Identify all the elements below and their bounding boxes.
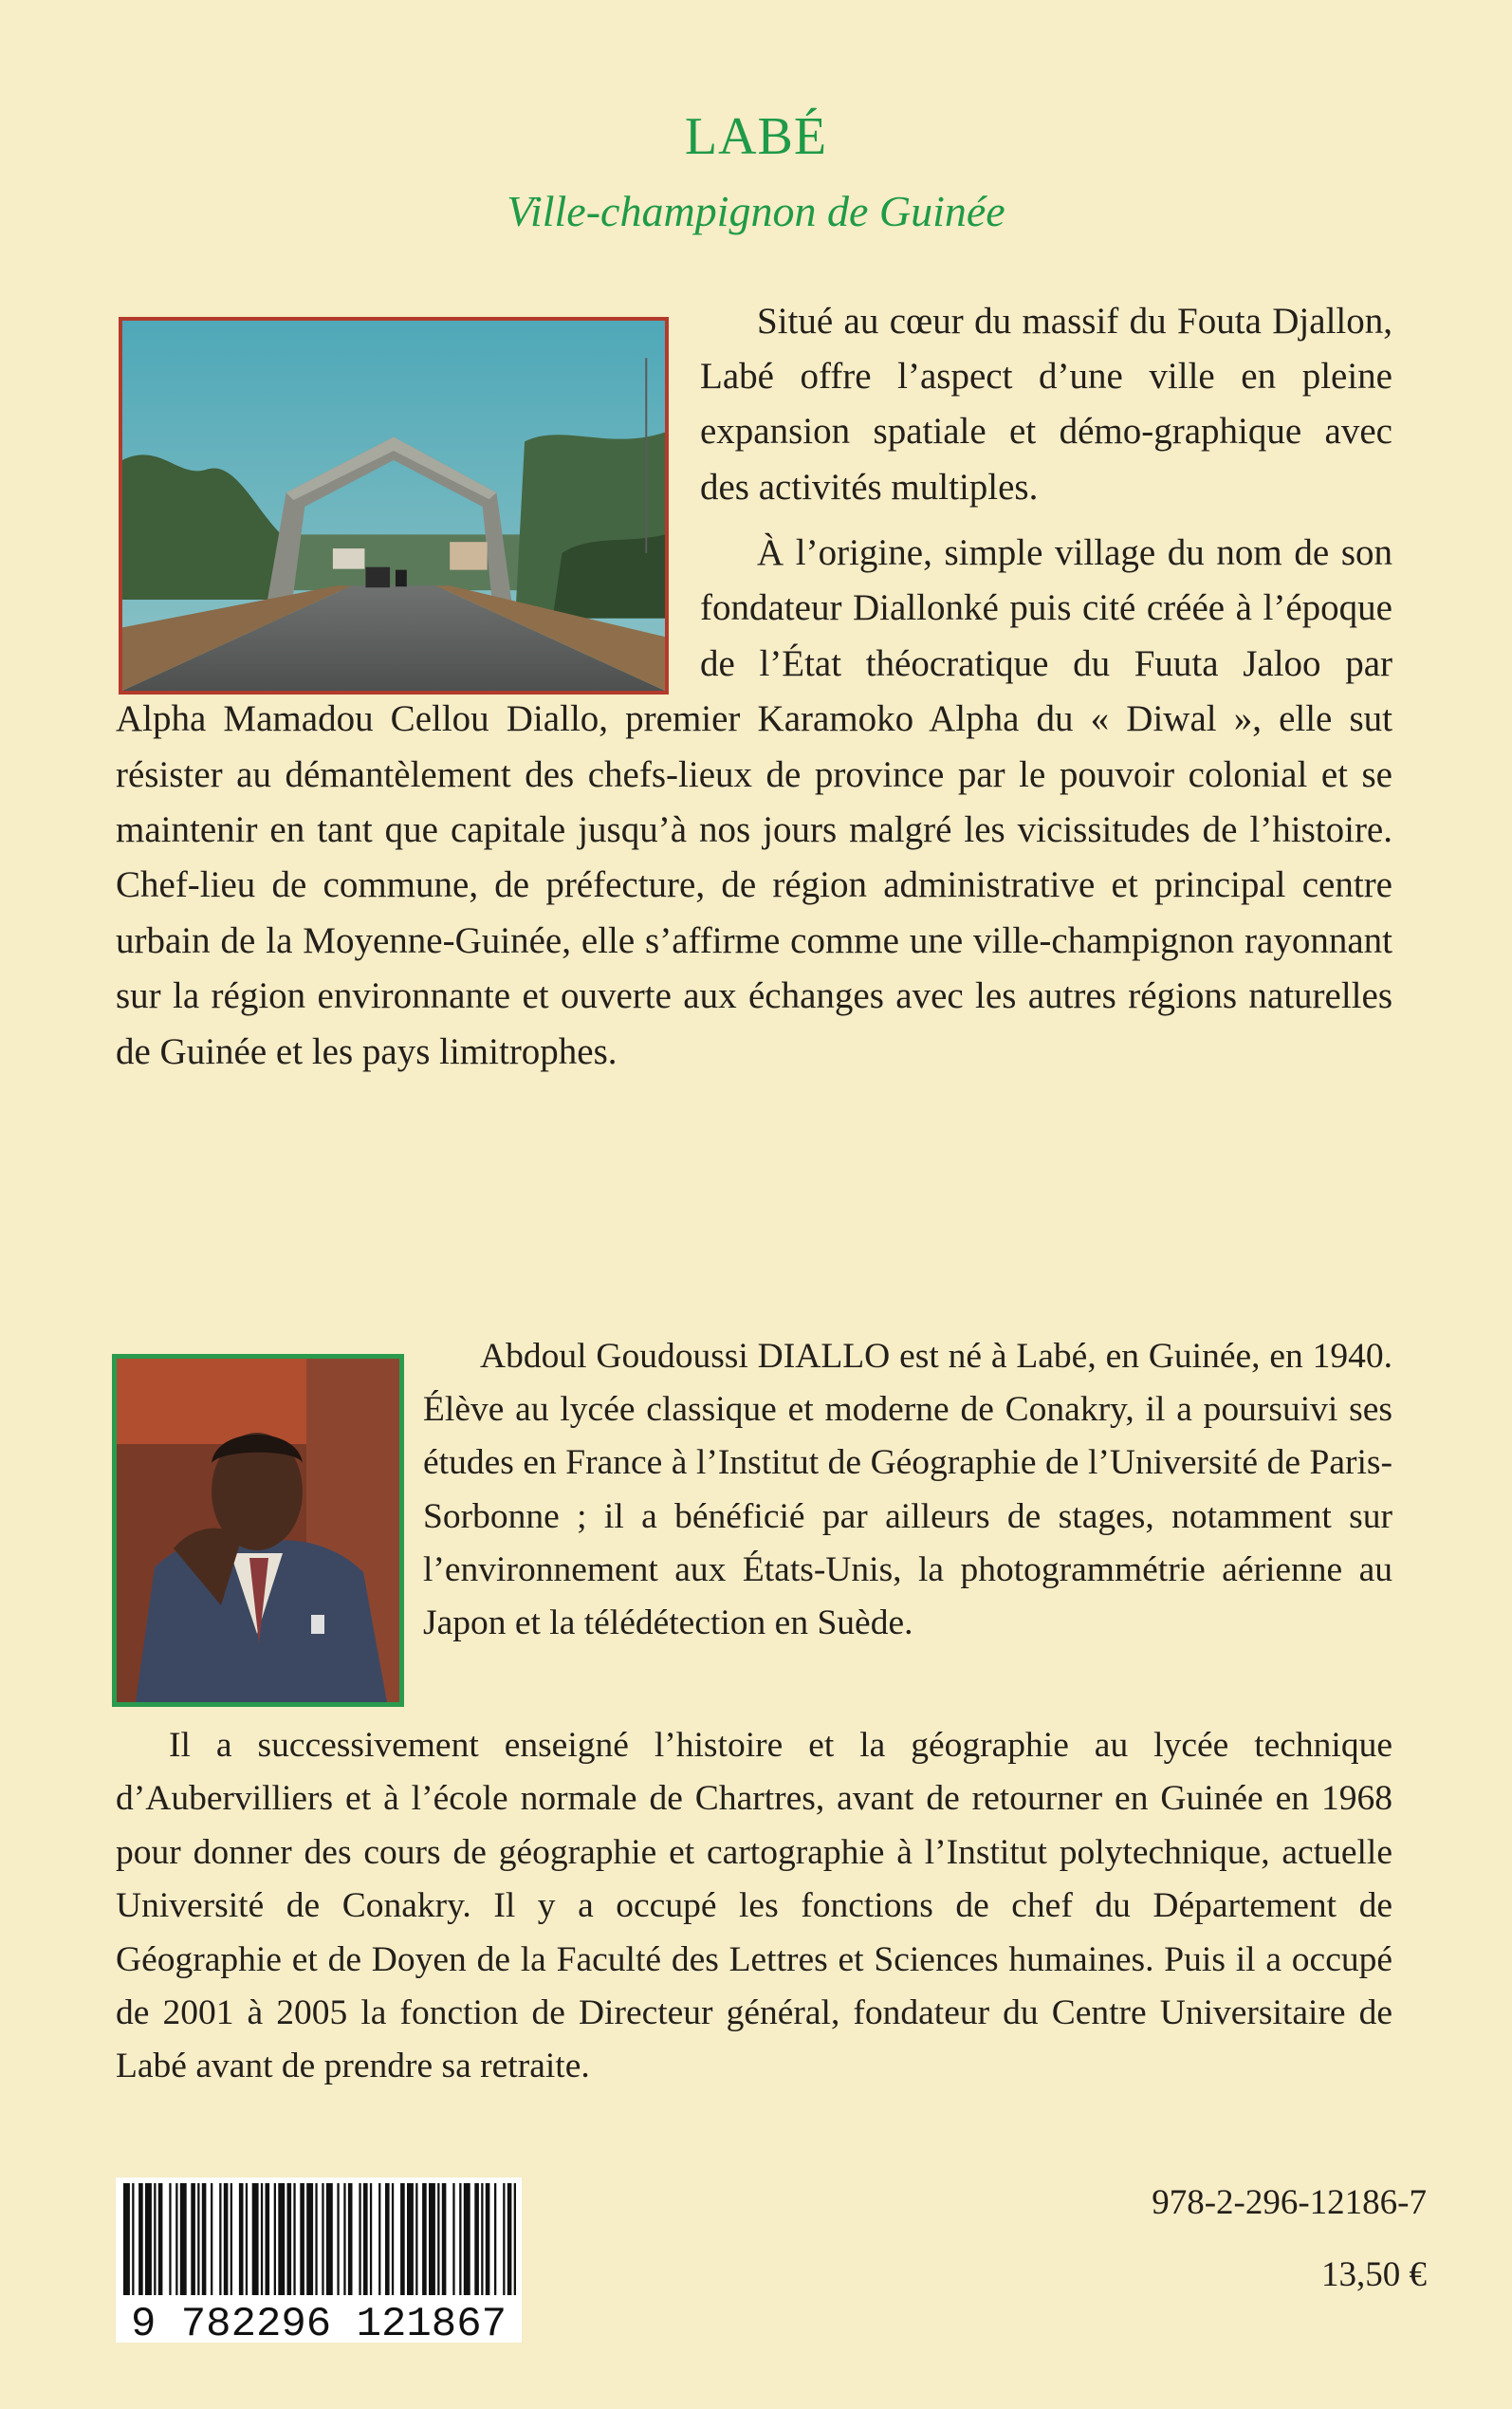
barcode-bar (191, 2183, 195, 2295)
barcode-bar (481, 2183, 483, 2295)
author-bio-2: Il a successivement enseigné l’histoire et la géographie au lycée technique d’Aubervilliers et à l’école normale de Chartres, avant de retourner en Guinée en 1968 pour donner des cours de géographie et cartographie à l’Institut polytechnique, actuelle Université de Conakry. Il y a occupé les fonctions de chef du Département de Géographie et de Doyen de la Faculté des Lettres et Sciences humaines. Puis il a occupé de 2001 à 2005 la fonction de Directeur général, fondateur du Centre Universitaire de Labé avant de prendre sa retraite. (116, 1726, 1392, 2086)
book-title: LABÉ (684, 107, 828, 166)
book-subtitle: Ville-champignon de Guinée (507, 187, 1005, 235)
author-bio-block (116, 1330, 1392, 1700)
barcode-bar (202, 2183, 207, 2295)
blurb-paragraph-2: À l’origine, simple village du nom de son fondateur Diallonké puis cité créée à l’époque de l’État théocratique du Fuuta Jaloo par Alpha Mamadou Cellou Diallo, premier Karamoko Alpha du « Diwal », elle sut résister au démantèlement des chefs-lieux de province par le pouvoir colonial et se maintenir en tant que capitale jusqu’à nos jours malgré les vicissitudes de l’histoire. Chef-lieu de commune, de préfecture, de région administrative et principal centre urbain de la Moyenne-Guinée, elle s’affirme comme une ville-champignon rayonnant sur la région environnante et ouverte aux échanges avec les autres régions naturelles de Guinée et les pays limitrophes. (116, 532, 1392, 1072)
barcode-bar (219, 2183, 221, 2295)
barcode-bar (274, 2183, 276, 2295)
barcode-bar (337, 2183, 339, 2295)
barcode-bar (363, 2183, 368, 2295)
blurb-paragraph-1: Situé au cœur du massif du Fouta Djallon, Labé offre l’aspect d’une ville en pleine expansion spatiale et démo-graphique avec des activités multiples. (700, 301, 1392, 508)
barcode-bar (452, 2183, 454, 2295)
barcode-bar (370, 2183, 372, 2295)
barcode-bar (348, 2183, 353, 2295)
barcode-bar (169, 2183, 171, 2295)
barcode-bar (422, 2183, 427, 2295)
barcode-bar (293, 2183, 295, 2295)
barcode-bar (474, 2183, 479, 2295)
barcode-bar (211, 2183, 212, 2295)
barcode-bar (486, 2183, 490, 2295)
barcode-bar (385, 2183, 390, 2295)
barcode-bar (507, 2183, 512, 2295)
barcode-bar (464, 2183, 470, 2295)
barcode-bar (459, 2183, 461, 2295)
barcode-bar (503, 2183, 505, 2295)
author-photo-spacer (116, 1330, 423, 1700)
isbn-number: 978-2-296-12186-7 (1152, 2183, 1427, 2222)
barcode-bar (252, 2183, 259, 2295)
barcode-bar (407, 2183, 414, 2295)
barcode-bar (429, 2183, 435, 2295)
barcode-bar (239, 2183, 244, 2295)
barcode-bar (224, 2183, 229, 2295)
barcode-bar (180, 2183, 187, 2295)
barcode-bar (287, 2183, 292, 2295)
barcode-bar (494, 2183, 496, 2295)
barcode-bar (132, 2183, 134, 2295)
photo-spacer (116, 526, 700, 692)
barcode-bar (306, 2183, 313, 2295)
barcode-bar (300, 2183, 304, 2295)
barcode-bar (266, 2183, 270, 2295)
barcode-bar (400, 2183, 405, 2295)
barcode-bar (138, 2183, 143, 2295)
barcode-bar (175, 2183, 177, 2295)
barcode-bar (145, 2183, 152, 2295)
barcode-bar (326, 2183, 333, 2295)
barcode-bar (158, 2183, 163, 2295)
barcode-bar (437, 2183, 439, 2295)
isbn-barcode (116, 2177, 522, 2343)
barcode-bar (343, 2183, 345, 2295)
barcode-bar (230, 2183, 232, 2295)
barcode-bar (378, 2183, 380, 2295)
barcode-bar (315, 2183, 317, 2295)
barcode-bar (392, 2183, 394, 2295)
barcode-bar (442, 2183, 447, 2295)
barcode-bar (246, 2183, 248, 2295)
barcode-bar (261, 2183, 263, 2295)
barcode-bar (359, 2183, 360, 2295)
barcode-bar (123, 2183, 130, 2295)
blurb-paragraph-2-block (116, 526, 1392, 1080)
barcode-bars (116, 2177, 522, 2343)
author-bio-1: Abdoul Goudoussi DIALLO est né à Labé, en Guinée, en 1940. Élève au lycée classique et moderne de Conakry, il a poursuivi ses études en France à l’Institut de Géographie de l’Université de Paris-Sorbonne ; il a bénéficié par ailleurs de stages, notamment sur l’environnement aux États-Unis, la photogrammétrie aérienne au Japon et la télédétection en Suède. (423, 1337, 1392, 1643)
barcode-bar (278, 2183, 285, 2295)
price: 13,50 € (1321, 2255, 1427, 2294)
barcode-bar (514, 2183, 516, 2295)
barcode-bar (154, 2183, 156, 2295)
barcode-digits: 9 782296 121867 (130, 2301, 507, 2343)
barcode-bar (415, 2183, 417, 2295)
barcode-bar (322, 2183, 323, 2295)
barcode-bar (197, 2183, 199, 2295)
